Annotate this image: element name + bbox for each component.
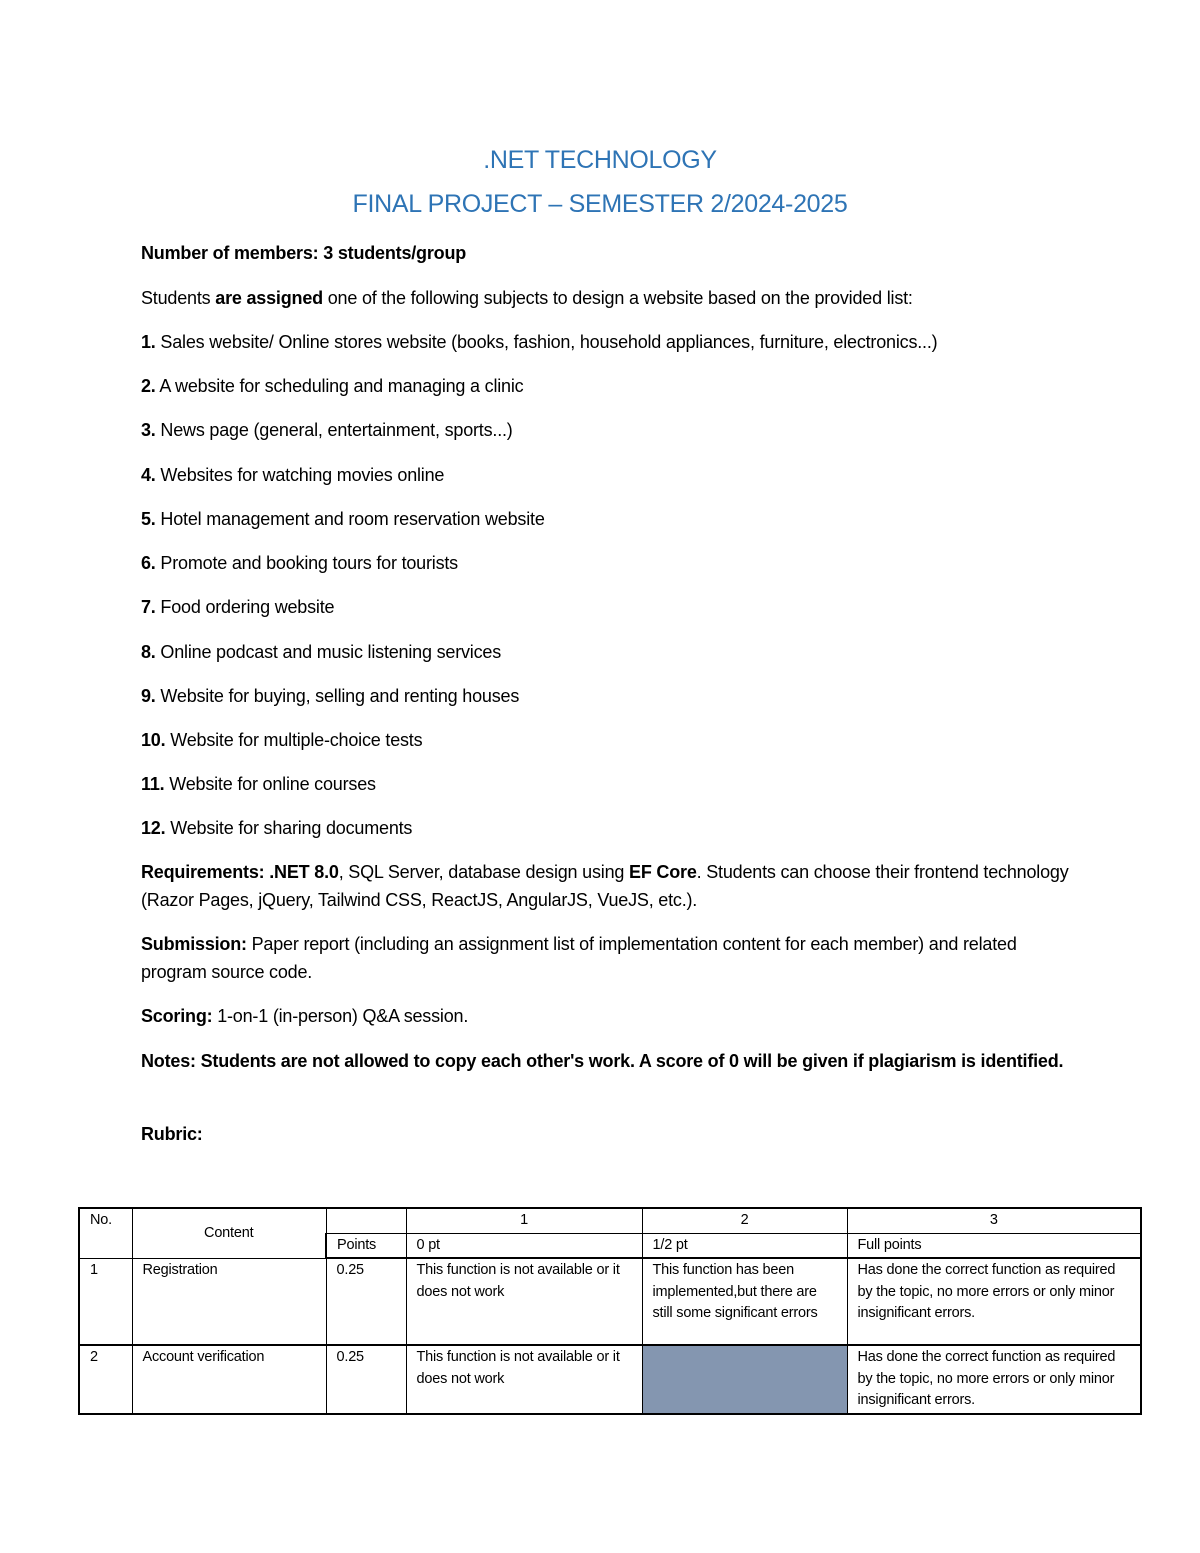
requirements-paragraph: Requirements: .NET 8.0, SQL Server, database design using EF Core. Students can choose their frontend technology (Razor Pages, jQuery, Tailwind CSS, ReactJS, AngularJS, VueJS, etc.). bbox=[141, 862, 1069, 910]
row-points: 0.25 bbox=[326, 1258, 406, 1345]
header-half-pt: 1/2 pt bbox=[642, 1233, 847, 1258]
header-zero-pt: 0 pt bbox=[406, 1233, 642, 1258]
header-content: Content bbox=[132, 1208, 326, 1258]
subject-item: 5. Hotel management and room reservation website bbox=[141, 509, 545, 529]
rubric-label: Rubric: bbox=[141, 1124, 203, 1144]
subject-item: 4. Websites for watching movies online bbox=[141, 465, 445, 485]
notes-paragraph: Notes: Students are not allowed to copy each other's work. A score of 0 will be given if plagiarism is identified. bbox=[141, 1051, 1064, 1071]
row-content: Account verification bbox=[132, 1345, 326, 1414]
header-blank bbox=[326, 1208, 406, 1233]
row-points: 0.25 bbox=[326, 1345, 406, 1414]
table-row bbox=[79, 1345, 1141, 1414]
header-no: No. bbox=[79, 1208, 132, 1258]
row-no: 2 bbox=[79, 1345, 132, 1414]
header-level-2: 2 bbox=[642, 1208, 847, 1233]
subject-item: 9. Website for buying, selling and renting houses bbox=[141, 686, 520, 706]
row-zero-pt-desc: This function is not available or it does not work bbox=[406, 1345, 642, 1414]
header-full-points: Full points bbox=[847, 1233, 1141, 1258]
header-level-1: 1 bbox=[406, 1208, 642, 1233]
doc-title-line1: .NET TECHNOLOGY bbox=[483, 146, 717, 174]
doc-title-line2: FINAL PROJECT – SEMESTER 2/2024-2025 bbox=[352, 190, 848, 218]
subject-item: 7. Food ordering website bbox=[141, 597, 335, 617]
header-points: Points bbox=[326, 1233, 406, 1258]
members-line: Number of members: 3 students/group bbox=[141, 243, 467, 263]
row-half-pt-desc: This function has been implemented,but there are still some significant errors bbox=[642, 1258, 847, 1345]
subject-item: 1. Sales website/ Online stores website (books, fashion, household appliances, furniture, electronics...) bbox=[141, 332, 938, 352]
rubric-table bbox=[78, 1207, 1142, 1415]
header-level-3: 3 bbox=[847, 1208, 1141, 1233]
row-full-points-desc: Has done the correct function as required by the topic, no more errors or only minor insignificant errors. bbox=[847, 1345, 1141, 1414]
table-header-row bbox=[79, 1208, 1141, 1233]
row-half-pt-shaded-cell bbox=[642, 1345, 847, 1414]
subject-item: 12. Website for sharing documents bbox=[141, 818, 413, 838]
subject-item: 6. Promote and booking tours for tourists bbox=[141, 553, 458, 573]
submission-paragraph: Submission: Paper report (including an assignment list of implementation content for each member) and related program source code. bbox=[141, 934, 1017, 982]
row-no: 1 bbox=[79, 1258, 132, 1345]
subject-item: 3. News page (general, entertainment, sports...) bbox=[141, 420, 513, 440]
table-row bbox=[79, 1258, 1141, 1345]
row-zero-pt-desc: This function is not available or it does not work bbox=[406, 1258, 642, 1345]
subject-item: 2. A website for scheduling and managing a clinic bbox=[141, 376, 524, 396]
row-content: Registration bbox=[132, 1258, 326, 1345]
subject-item: 11. Website for online courses bbox=[141, 774, 376, 794]
intro-paragraph: Students are assigned one of the following subjects to design a website based on the provided list: bbox=[141, 288, 913, 308]
scoring-paragraph: Scoring: 1-on-1 (in-person) Q&A session. bbox=[141, 1006, 469, 1026]
subject-item: 10. Website for multiple-choice tests bbox=[141, 730, 423, 750]
row-full-points-desc: Has done the correct function as required by the topic, no more errors or only minor insignificant errors. bbox=[847, 1258, 1141, 1345]
subject-item: 8. Online podcast and music listening services bbox=[141, 642, 501, 662]
